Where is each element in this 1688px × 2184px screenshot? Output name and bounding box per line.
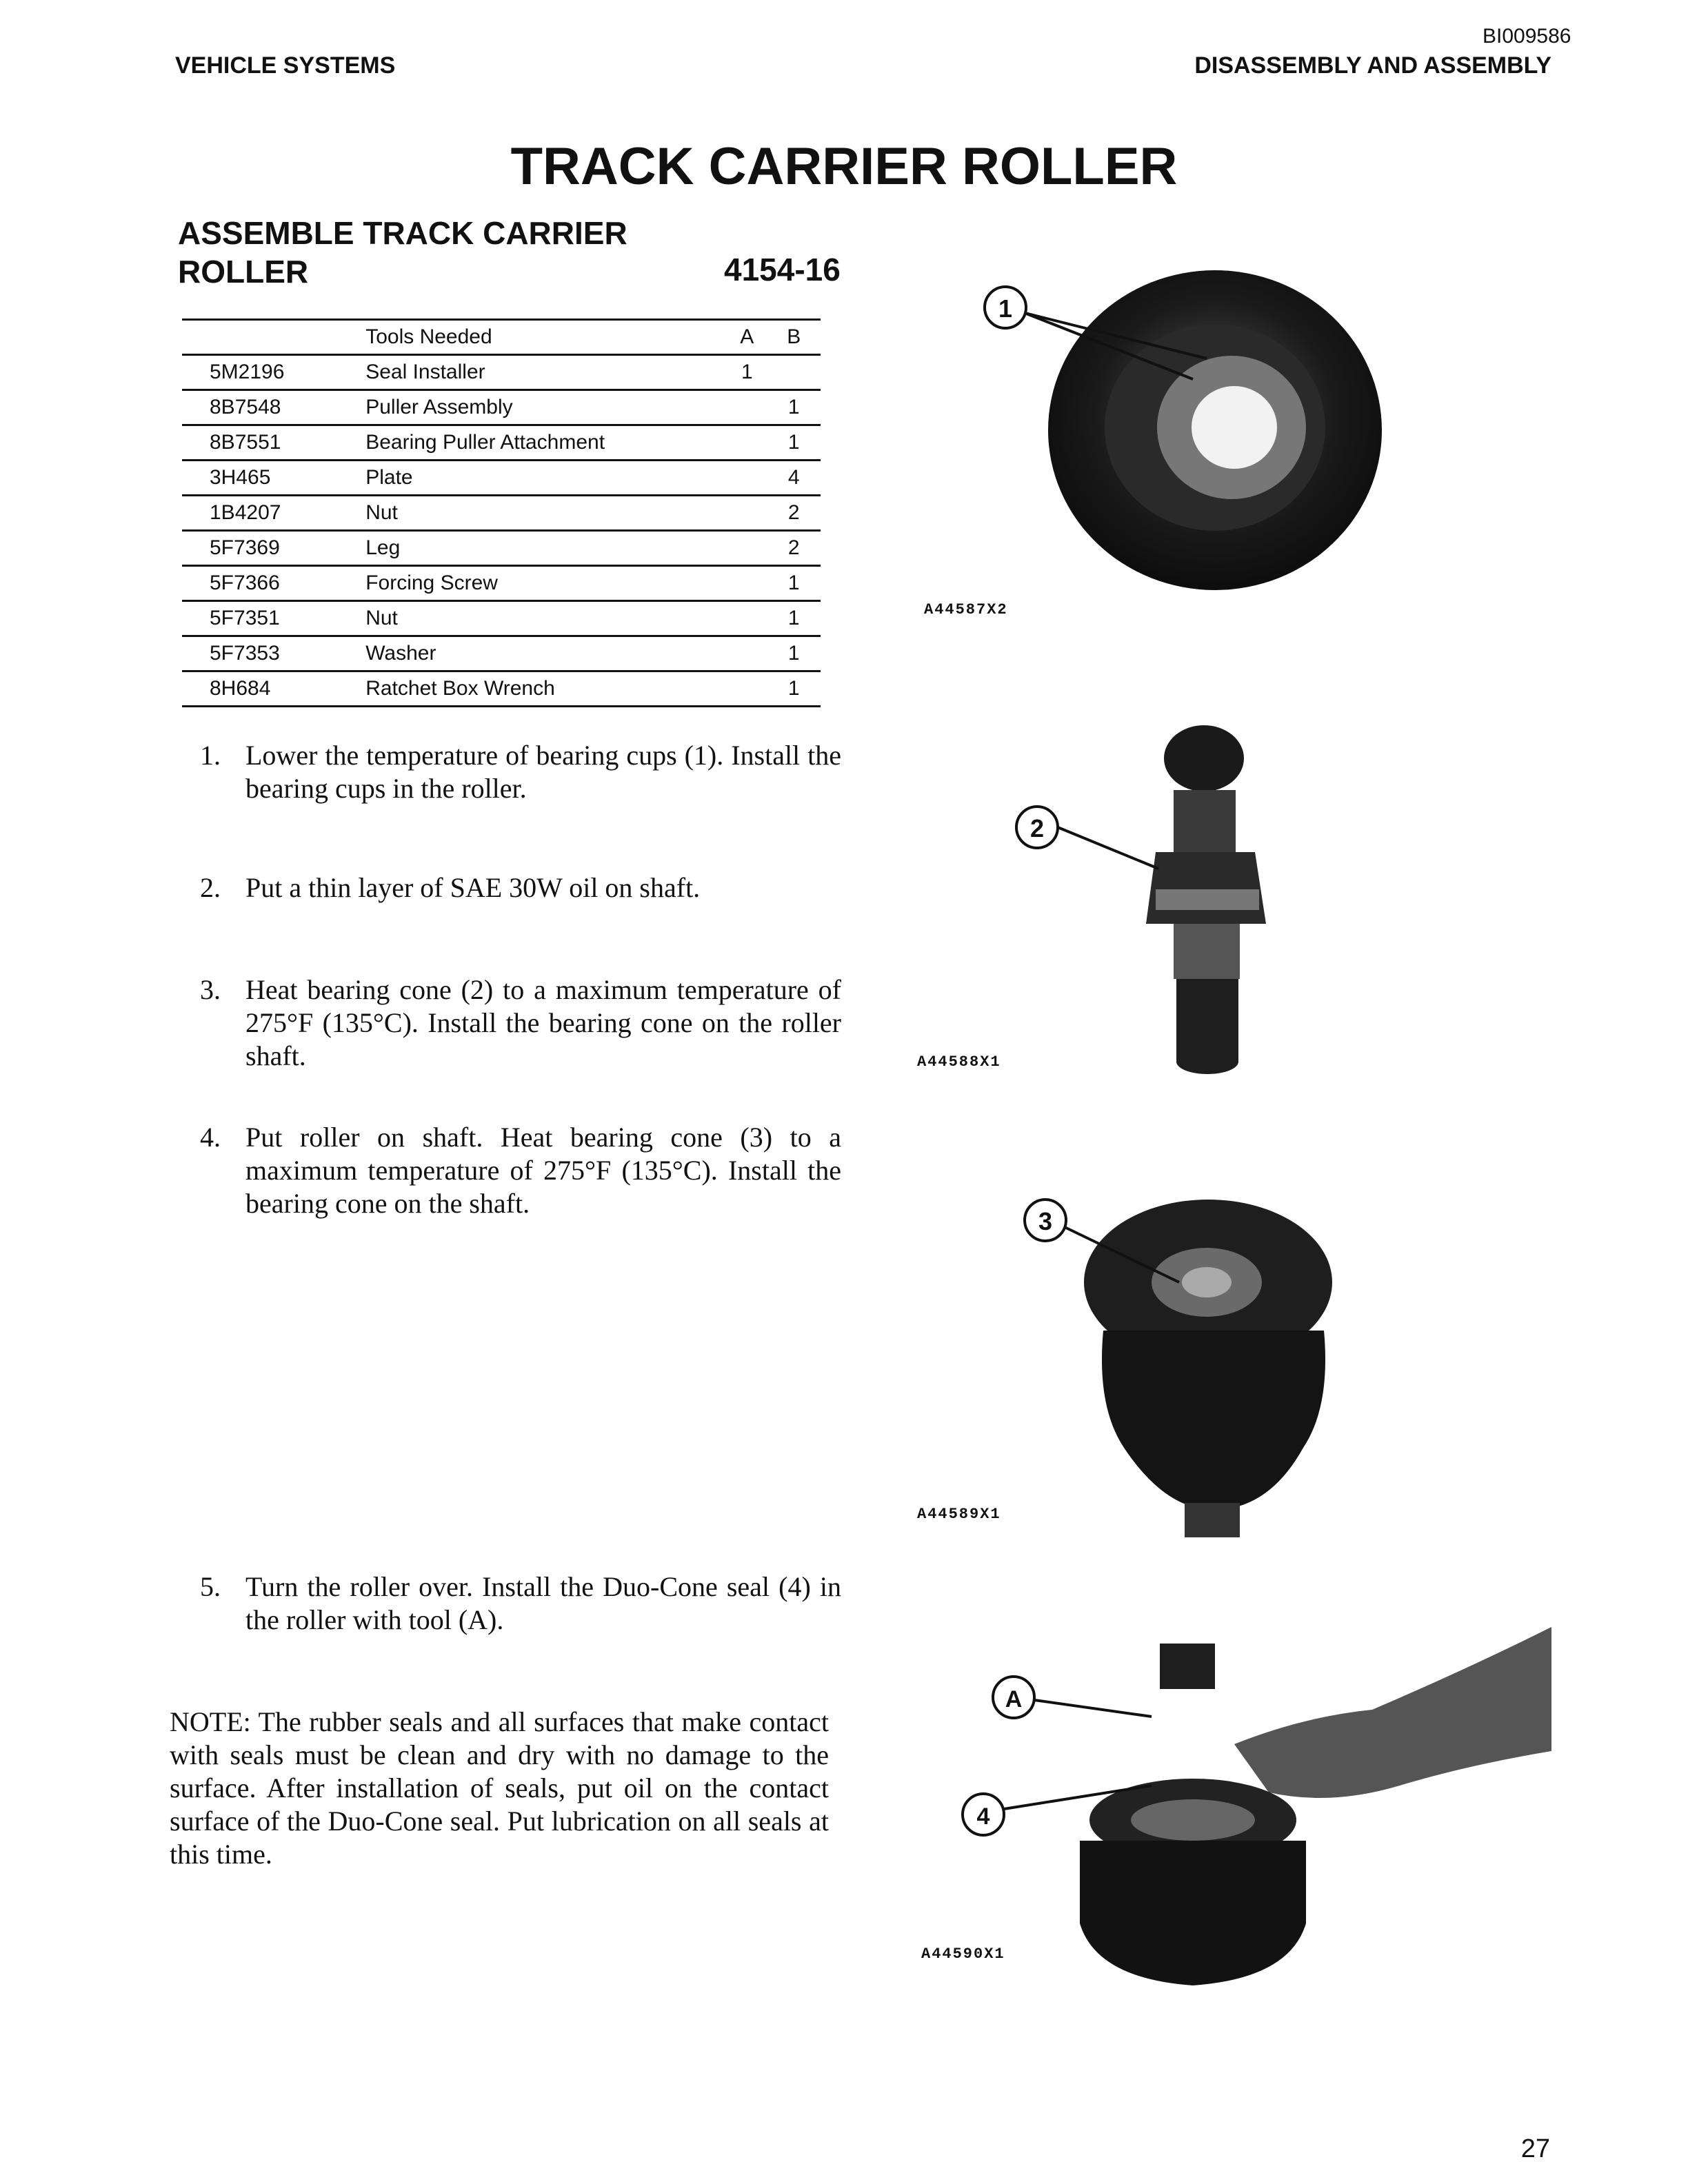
tool-part-number: 3H465 bbox=[182, 461, 345, 496]
duo-cone-seal bbox=[1131, 1799, 1255, 1841]
shaft-middle bbox=[1174, 924, 1240, 979]
section-title bbox=[178, 214, 798, 291]
document-id: BI009586 bbox=[1483, 25, 1571, 48]
tool-description: Puller Assembly bbox=[345, 390, 727, 425]
section-code: 4154-16 bbox=[724, 252, 841, 287]
tool-qty-a bbox=[727, 566, 767, 601]
tool-qty-a bbox=[727, 636, 767, 671]
tools-header-description: Tools Needed bbox=[345, 320, 727, 355]
step-item bbox=[200, 973, 841, 1077]
tool-qty-b: 1 bbox=[767, 390, 821, 425]
step-text: Put a thin layer of SAE 30W oil on shaft. bbox=[245, 872, 701, 903]
tool-part-number: 5F7353 bbox=[182, 636, 345, 671]
table-row bbox=[182, 636, 821, 671]
callout-2-label: 2 bbox=[1029, 814, 1045, 842]
tools-table-header-row bbox=[182, 320, 821, 355]
step-text: Put roller on shaft. Heat bearing cone (3) to a maximum temperature of 275°F (135°C). Install the bearing cone on the shaft. bbox=[245, 1122, 841, 1219]
step-number: 1. bbox=[200, 740, 221, 771]
roller-body bbox=[1080, 1841, 1306, 1985]
section-title-line2: ROLLER bbox=[178, 254, 309, 290]
tool-part-number: 5F7366 bbox=[182, 566, 345, 601]
hand-arm bbox=[1234, 1627, 1551, 1798]
figure-caption: A44590X1 bbox=[921, 1945, 1005, 1963]
header-section-name: VEHICLE SYSTEMS bbox=[175, 52, 396, 79]
step-number: 4. bbox=[200, 1122, 221, 1153]
tool-qty-a bbox=[727, 390, 767, 425]
shaft-neck bbox=[1174, 790, 1236, 852]
callout-1-label: 1 bbox=[998, 294, 1013, 323]
section-title-line1: ASSEMBLE TRACK CARRIER bbox=[178, 215, 627, 251]
tools-header-b: B bbox=[767, 320, 821, 355]
table-row bbox=[182, 355, 821, 390]
tool-description: Leg bbox=[345, 531, 727, 566]
tool-qty-b: 2 bbox=[767, 496, 821, 531]
tool-description: Nut bbox=[345, 496, 727, 531]
tool-description: Plate bbox=[345, 461, 727, 496]
tool-qty-b: 1 bbox=[767, 566, 821, 601]
note-paragraph: NOTE: The rubber seals and all surfaces that make contact with seals must be clean and dry with no damage to the surface. After installation of seals, put oil on the contact surface of the Duo-Cone seal. Put lubrication on all seals at this time. bbox=[170, 1706, 829, 1870]
tool-part-number: 8B7551 bbox=[182, 425, 345, 461]
step-item bbox=[200, 1570, 841, 1646]
tool-qty-b: 1 bbox=[767, 671, 821, 707]
tool-qty-a bbox=[727, 671, 767, 707]
shaft-top bbox=[1164, 725, 1244, 791]
tool-qty-a bbox=[727, 496, 767, 531]
tool-qty-a bbox=[727, 531, 767, 566]
tool-qty-b: 1 bbox=[767, 601, 821, 636]
tool-qty-b: 1 bbox=[767, 636, 821, 671]
tool-qty-b bbox=[767, 355, 821, 390]
table-row bbox=[182, 496, 821, 531]
tool-part-number: 8B7548 bbox=[182, 390, 345, 425]
step-text: Lower the temperature of bearing cups (1). Install the bearing cups in the roller. bbox=[245, 740, 841, 804]
tool-qty-a bbox=[727, 461, 767, 496]
tool-qty-b: 4 bbox=[767, 461, 821, 496]
callout-a-label: A bbox=[1005, 1686, 1023, 1712]
step-number: 2. bbox=[200, 872, 221, 903]
tool-description: Washer bbox=[345, 636, 727, 671]
figure-caption: A44588X1 bbox=[917, 1053, 1001, 1071]
page-title: TRACK CARRIER ROLLER bbox=[510, 137, 1178, 196]
tool-description: Bearing Puller Attachment bbox=[345, 425, 727, 461]
figure-caption: A44589X1 bbox=[917, 1506, 1001, 1523]
tool-qty-a bbox=[727, 425, 767, 461]
bearing-cone bbox=[1146, 852, 1266, 924]
step-item bbox=[200, 871, 841, 913]
step-number: 3. bbox=[200, 974, 221, 1005]
step-text: Turn the roller over. Install the Duo-Cone seal (4) in the roller with tool (A). bbox=[245, 1571, 841, 1635]
tool-part-number: 5M2196 bbox=[182, 355, 345, 390]
seal-installer-tool bbox=[1160, 1644, 1215, 1689]
tools-header-a: A bbox=[727, 320, 767, 355]
step-item bbox=[200, 1121, 841, 1224]
figure-roller-on-shaft bbox=[1007, 1186, 1393, 1544]
header-chapter-name: DISASSEMBLY AND ASSEMBLY bbox=[1194, 52, 1551, 79]
table-row bbox=[182, 461, 821, 496]
tool-qty-b: 2 bbox=[767, 531, 821, 566]
tool-qty-a: 1 bbox=[727, 355, 767, 390]
callout-3-label: 3 bbox=[1038, 1207, 1053, 1235]
page-number: 27 bbox=[1520, 2134, 1550, 2163]
tool-qty-a bbox=[727, 601, 767, 636]
tools-table bbox=[182, 318, 821, 707]
figure-caption: A44587X2 bbox=[924, 601, 1008, 618]
tool-part-number: 1B4207 bbox=[182, 496, 345, 531]
step-item bbox=[200, 739, 841, 815]
tools-header-part-number bbox=[182, 320, 345, 355]
figure-seal-installation bbox=[945, 1613, 1558, 1999]
tool-description: Nut bbox=[345, 601, 727, 636]
tool-description: Seal Installer bbox=[345, 355, 727, 390]
tool-description: Ratchet Box Wrench bbox=[345, 671, 727, 707]
tool-description: Forcing Screw bbox=[345, 566, 727, 601]
tool-part-number: 5F7351 bbox=[182, 601, 345, 636]
callout-4-label: 4 bbox=[976, 1803, 990, 1830]
tool-part-number: 8H684 bbox=[182, 671, 345, 707]
table-row bbox=[182, 425, 821, 461]
figure-bearing-cone-shaft bbox=[993, 724, 1296, 1082]
table-row bbox=[182, 671, 821, 707]
table-row bbox=[182, 566, 821, 601]
step-text: Heat bearing cone (2) to a maximum temperature of 275°F (135°C). Install the bearing cone on the roller shaft. bbox=[245, 974, 841, 1071]
tool-part-number: 5F7369 bbox=[182, 531, 345, 566]
shaft-end bbox=[1185, 1503, 1240, 1537]
roller-bore bbox=[1192, 386, 1277, 469]
roller-body bbox=[1102, 1331, 1325, 1510]
table-row bbox=[182, 601, 821, 636]
table-row bbox=[182, 390, 821, 425]
table-row bbox=[182, 531, 821, 566]
step-number: 5. bbox=[200, 1571, 221, 1602]
figure-bearing-cups bbox=[917, 262, 1400, 620]
tool-qty-b: 1 bbox=[767, 425, 821, 461]
